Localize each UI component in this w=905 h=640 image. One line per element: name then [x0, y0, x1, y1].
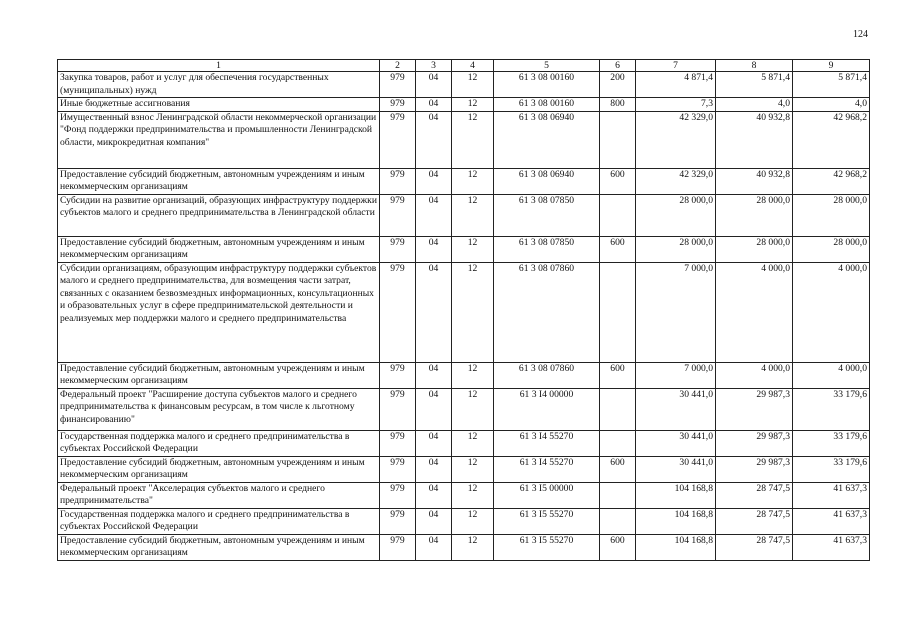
cell-amount-8: 29 987,3	[716, 388, 793, 430]
cell-target-article: 61 3 I4 00000	[494, 388, 600, 430]
cell-target-article: 61 3 08 06940	[494, 111, 600, 168]
cell-subsection: 12	[452, 430, 494, 456]
table-row	[58, 111, 870, 168]
cell-section: 04	[416, 508, 452, 534]
header-cell: 8	[716, 60, 793, 72]
cell-ministry-code: 979	[380, 262, 416, 362]
cell-section: 04	[416, 194, 452, 236]
cell-amount-8: 28 747,5	[716, 482, 793, 508]
cell-amount-7: 7 000,0	[636, 362, 716, 388]
cell-amount-9: 4,0	[793, 98, 870, 112]
cell-amount-8: 4 000,0	[716, 262, 793, 362]
cell-amount-8: 28 747,5	[716, 508, 793, 534]
cell-amount-9: 4 000,0	[793, 262, 870, 362]
cell-amount-8: 40 932,8	[716, 111, 793, 168]
cell-expense-type	[600, 508, 636, 534]
table-row	[58, 236, 870, 262]
cell-amount-8: 5 871,4	[716, 72, 793, 98]
cell-amount-8: 4,0	[716, 98, 793, 112]
cell-ministry-code: 979	[380, 456, 416, 482]
cell-subsection: 12	[452, 236, 494, 262]
row-name: Государственная поддержка малого и среднего предпринимательства в субъектах Российской Федерации	[58, 430, 380, 456]
cell-amount-7: 7 000,0	[636, 262, 716, 362]
table-row	[58, 168, 870, 194]
table-row	[58, 262, 870, 362]
cell-ministry-code: 979	[380, 72, 416, 98]
cell-expense-type	[600, 111, 636, 168]
table-row	[58, 194, 870, 236]
cell-amount-9: 41 637,3	[793, 534, 870, 560]
cell-subsection: 12	[452, 482, 494, 508]
cell-ministry-code: 979	[380, 194, 416, 236]
cell-target-article: 61 3 08 00160	[494, 72, 600, 98]
cell-expense-type	[600, 482, 636, 508]
row-name: Имущественный взнос Ленинградской области некоммерческой организации "Фонд поддержки предпринимательства и промышленности Ленинградской области, микрокредитная компания"	[58, 111, 380, 168]
table-row	[58, 508, 870, 534]
row-name: Предоставление субсидий бюджетным, автономным учреждениям и иным некоммерческим организациям	[58, 534, 380, 560]
cell-expense-type	[600, 388, 636, 430]
cell-section: 04	[416, 362, 452, 388]
cell-subsection: 12	[452, 72, 494, 98]
cell-section: 04	[416, 168, 452, 194]
cell-subsection: 12	[452, 98, 494, 112]
table-row	[58, 362, 870, 388]
cell-amount-8: 29 987,3	[716, 430, 793, 456]
table-row	[58, 430, 870, 456]
cell-amount-9: 41 637,3	[793, 482, 870, 508]
header-cell: 1	[58, 60, 380, 72]
cell-target-article: 61 3 I5 55270	[494, 508, 600, 534]
cell-amount-7: 4 871,4	[636, 72, 716, 98]
page-number: 124	[853, 29, 868, 40]
table-row	[58, 482, 870, 508]
cell-amount-7: 30 441,0	[636, 430, 716, 456]
cell-expense-type: 800	[600, 98, 636, 112]
row-name: Предоставление субсидий бюджетным, автономным учреждениям и иным некоммерческим организациям	[58, 168, 380, 194]
cell-amount-7: 28 000,0	[636, 194, 716, 236]
cell-expense-type: 600	[600, 236, 636, 262]
cell-expense-type: 600	[600, 168, 636, 194]
cell-subsection: 12	[452, 388, 494, 430]
cell-amount-9: 4 000,0	[793, 362, 870, 388]
cell-expense-type: 200	[600, 72, 636, 98]
cell-amount-7: 104 168,8	[636, 508, 716, 534]
table-row	[58, 456, 870, 482]
row-name: Федеральный проект "Расширение доступа субъектов малого и среднего предпринимательства к финансовым ресурсам, в том числе к льготному финансированию"	[58, 388, 380, 430]
cell-section: 04	[416, 456, 452, 482]
cell-amount-9: 41 637,3	[793, 508, 870, 534]
cell-amount-8: 29 987,3	[716, 456, 793, 482]
cell-section: 04	[416, 262, 452, 362]
cell-section: 04	[416, 98, 452, 112]
cell-ministry-code: 979	[380, 534, 416, 560]
row-name: Закупка товаров, работ и услуг для обеспечения государственных (муниципальных) нужд	[58, 72, 380, 98]
cell-ministry-code: 979	[380, 168, 416, 194]
header-row	[58, 60, 870, 72]
cell-target-article: 61 3 I4 55270	[494, 456, 600, 482]
table-body	[58, 72, 870, 561]
header-cell: 3	[416, 60, 452, 72]
cell-amount-9: 28 000,0	[793, 236, 870, 262]
cell-subsection: 12	[452, 362, 494, 388]
row-name: Иные бюджетные ассигнования	[58, 98, 380, 112]
header-cell: 9	[793, 60, 870, 72]
cell-subsection: 12	[452, 168, 494, 194]
table-row	[58, 534, 870, 560]
cell-expense-type	[600, 262, 636, 362]
cell-subsection: 12	[452, 508, 494, 534]
cell-expense-type: 600	[600, 362, 636, 388]
cell-amount-8: 28 000,0	[716, 236, 793, 262]
cell-expense-type: 600	[600, 456, 636, 482]
cell-expense-type	[600, 430, 636, 456]
cell-target-article: 61 3 08 06940	[494, 168, 600, 194]
header-cell: 5	[494, 60, 600, 72]
cell-target-article: 61 3 08 00160	[494, 98, 600, 112]
cell-target-article: 61 3 08 07850	[494, 236, 600, 262]
cell-expense-type: 600	[600, 534, 636, 560]
cell-amount-9: 33 179,6	[793, 430, 870, 456]
cell-amount-8: 28 000,0	[716, 194, 793, 236]
cell-section: 04	[416, 388, 452, 430]
table-row	[58, 98, 870, 112]
cell-ministry-code: 979	[380, 508, 416, 534]
cell-amount-9: 28 000,0	[793, 194, 870, 236]
cell-ministry-code: 979	[380, 98, 416, 112]
cell-amount-9: 33 179,6	[793, 388, 870, 430]
row-name: Предоставление субсидий бюджетным, автономным учреждениям и иным некоммерческим организациям	[58, 362, 380, 388]
cell-ministry-code: 979	[380, 111, 416, 168]
cell-target-article: 61 3 08 07860	[494, 362, 600, 388]
cell-amount-9: 42 968,2	[793, 111, 870, 168]
cell-amount-7: 7,3	[636, 98, 716, 112]
cell-ministry-code: 979	[380, 362, 416, 388]
cell-subsection: 12	[452, 262, 494, 362]
cell-amount-9: 5 871,4	[793, 72, 870, 98]
table-row	[58, 72, 870, 98]
cell-section: 04	[416, 236, 452, 262]
row-name: Федеральный проект "Акселерация субъектов малого и среднего предпринимательства"	[58, 482, 380, 508]
header-cell: 4	[452, 60, 494, 72]
header-cell: 7	[636, 60, 716, 72]
cell-target-article: 61 3 I4 55270	[494, 430, 600, 456]
cell-amount-8: 40 932,8	[716, 168, 793, 194]
row-name: Государственная поддержка малого и среднего предпринимательства в субъектах Российской Федерации	[58, 508, 380, 534]
cell-subsection: 12	[452, 194, 494, 236]
row-name: Субсидии организациям, образующим инфраструктуру поддержки субъектов малого и среднего предпринимательства, для возмещения части затрат, связанных с оказанием безвозмездных информационных, консультационных и образовательных услуг в сфере предпринимательской деятельности и реализуемых мер поддержки малого и среднего предпринимательства	[58, 262, 380, 362]
budget-table	[57, 59, 870, 561]
cell-amount-9: 33 179,6	[793, 456, 870, 482]
cell-ministry-code: 979	[380, 236, 416, 262]
cell-amount-7: 42 329,0	[636, 168, 716, 194]
cell-target-article: 61 3 08 07850	[494, 194, 600, 236]
header-cell: 6	[600, 60, 636, 72]
cell-subsection: 12	[452, 456, 494, 482]
cell-section: 04	[416, 72, 452, 98]
cell-subsection: 12	[452, 111, 494, 168]
cell-amount-7: 30 441,0	[636, 456, 716, 482]
cell-section: 04	[416, 111, 452, 168]
row-name: Субсидии на развитие организаций, образующих инфраструктуру поддержки субъектов малого и среднего предпринимательства в Ленинградской области	[58, 194, 380, 236]
cell-ministry-code: 979	[380, 482, 416, 508]
cell-ministry-code: 979	[380, 388, 416, 430]
cell-amount-7: 30 441,0	[636, 388, 716, 430]
cell-amount-7: 42 329,0	[636, 111, 716, 168]
cell-expense-type	[600, 194, 636, 236]
cell-subsection: 12	[452, 534, 494, 560]
cell-ministry-code: 979	[380, 430, 416, 456]
cell-target-article: 61 3 08 07860	[494, 262, 600, 362]
cell-amount-8: 4 000,0	[716, 362, 793, 388]
cell-amount-8: 28 747,5	[716, 534, 793, 560]
cell-target-article: 61 3 I5 55270	[494, 534, 600, 560]
cell-target-article: 61 3 I5 00000	[494, 482, 600, 508]
row-name: Предоставление субсидий бюджетным, автономным учреждениям и иным некоммерческим организациям	[58, 456, 380, 482]
cell-section: 04	[416, 482, 452, 508]
cell-amount-7: 28 000,0	[636, 236, 716, 262]
cell-amount-7: 104 168,8	[636, 534, 716, 560]
cell-section: 04	[416, 430, 452, 456]
row-name: Предоставление субсидий бюджетным, автономным учреждениям и иным некоммерческим организациям	[58, 236, 380, 262]
cell-amount-7: 104 168,8	[636, 482, 716, 508]
table-row	[58, 388, 870, 430]
cell-section: 04	[416, 534, 452, 560]
cell-amount-9: 42 968,2	[793, 168, 870, 194]
header-cell: 2	[380, 60, 416, 72]
